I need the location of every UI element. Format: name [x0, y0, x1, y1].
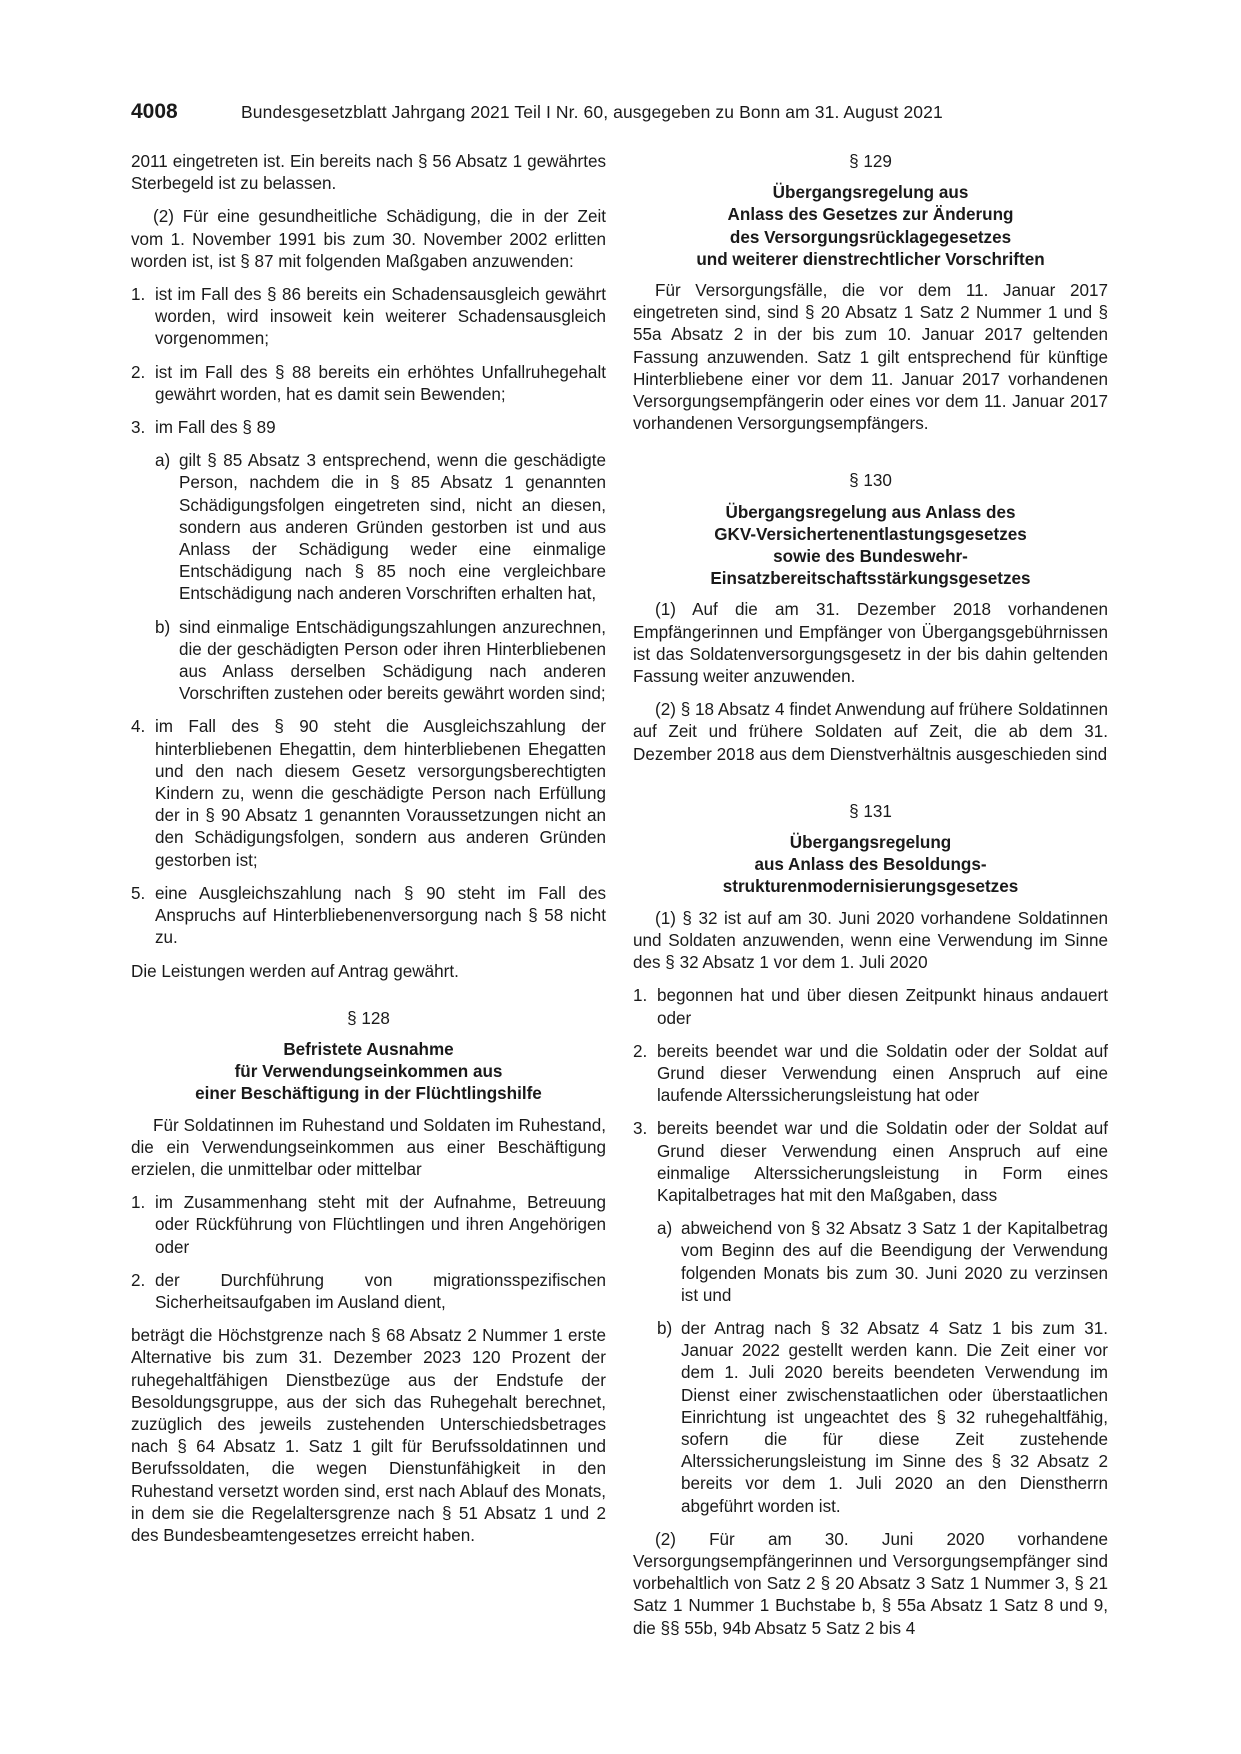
list-number: 5. [131, 883, 146, 903]
list-text: im Zusammenhang steht mit der Aufnahme, Betreuung oder Rückführung von Flüchtlingen und ihren Angehörigen oder [155, 1193, 606, 1257]
paragraph-abs2: (2) Für eine gesundheitliche Schädigung, die in der Zeit vom 1. November 1991 bis zum 30. November 2002 erlitten worden ist, ist § 87 mit folgenden Maßgaben anzuwenden: [131, 207, 606, 271]
title-line: GKV-Versichertenentlastungsgesetzes [714, 524, 1027, 544]
list-text: der Durchführung von migrationsspezifischen Sicherheitsaufgaben im Ausland dient, [155, 1270, 606, 1312]
list-item [155, 450, 606, 605]
list-text: bereits beendet war und die Soldatin oder der Soldat auf Grund dieser Verwendung einen Anspruch auf eine laufende Alterssicherungsleistung hat oder [657, 1041, 1108, 1106]
list-number: 1. [131, 1193, 146, 1213]
section-number-129: § 129 [849, 152, 892, 171]
list-text: der Antrag nach § 32 Absatz 4 Satz 1 bis zum 31. Januar 2022 gestellt werden kann. Die Zeit einer vor dem 1. Juli 2020 bereits beendeten Verwendung im Dienst einer zwischenstaatlichen oder überstaatlichen Einrichtung ist ungeachtet des § 32 ruhegehaltfähig, sofern die für diese Zeit zustehende Alterssicherungsleistung im Sinne des § 32 Absatz 2 bereits vor dem 1. Juli 2020 an den Dienstherrn abgeführt worden ist. [681, 1318, 1108, 1516]
list-number: 2. [131, 1270, 146, 1290]
section-title-131 [633, 832, 1108, 899]
list-item [657, 1218, 1108, 1307]
section-130-abs2: (2) § 18 Absatz 4 findet Anwendung auf frühere Soldatinnen auf Zeit und frühere Soldaten auf Zeit, die ab dem 31. Dezember 2018 aus dem Dienstverhältnis ausgeschieden sind [633, 700, 1108, 764]
title-line: Befristete Ausnahme [283, 1039, 454, 1059]
list-number: 1. [633, 986, 648, 1006]
list-text: abweichend von § 32 Absatz 3 Satz 1 der Kapitalbetrag vom Beginn des auf die Beendigung der Verwendung folgenden Monats bis zum 30. Juni 2020 zu verzinsen ist und [681, 1219, 1108, 1305]
list-letter: a) [155, 451, 171, 471]
title-line: und weiterer dienstrechtlicher Vorschriften [696, 249, 1045, 269]
page-number: 4008 [131, 100, 178, 123]
list-item [131, 883, 606, 950]
title-line: sowie des Bundeswehr- [773, 547, 968, 567]
list-number: 4. [131, 717, 146, 737]
list-text: sind einmalige Entschädigungszahlungen anzurechnen, die der geschädigten Person oder ihren Hinterbliebenen aus Anlass derselben Schädigung nach anderen Vorschriften zustehen oder bereits gewährt worden sind; [179, 617, 606, 704]
list-item [633, 985, 1108, 1029]
numbered-list [633, 985, 1108, 1517]
page-header [131, 100, 1111, 124]
list-text: im Fall des § 90 steht die Ausgleichszahlung der hinterbliebenen Ehegattin, dem hinterbliebenen Ehegatten und den nach diesem Gesetz versorgungsberechtigten Kindern zu, wenn die geschädigte Person nach Erfüllung der in § 90 Absatz 1 genannten Voraussetzungen nicht an den Schädigungsfolgen, sondern aus anderen Gründen gestorben ist; [155, 717, 606, 870]
list-item [131, 716, 606, 871]
section-number-131: § 131 [849, 801, 892, 821]
running-title: Bundesgesetzblatt Jahrgang 2021 Teil I Nr. 60, ausgegeben zu Bonn am 31. August 2021 [241, 102, 943, 122]
sub-list [657, 1218, 1108, 1518]
list-text: ist im Fall des § 88 bereits ein erhöhtes Unfallruhegehalt gewährt worden, hat es damit sein Bewenden; [155, 362, 606, 404]
title-line: Übergangsregelung [789, 833, 952, 853]
title-line: des Versorgungsrücklagegesetzes [729, 227, 1012, 247]
section-128-body: beträgt die Höchstgrenze nach § 68 Absatz 2 Nummer 1 erste Alternative bis zum 31. Dezember 2023 120 Prozent der ruhegehaltfähigen Dienstbezüge aus der Endstufe der Besoldungsgruppe, aus der sich das Ruhegehalt berechnet, zuzüglich des jeweils zustehenden Unterschiedsbetrages nach § 64 Absatz 1. Satz 1 gilt für Berufssoldatinnen und Berufssoldaten, die wegen Dienstunfähigkeit in den Ruhestand versetzt worden sind, erst nach Ablauf des Monats, in dem sie die Regelaltersgrenze nach § 51 Absatz 1 und 2 des Bundesbeamtengesetzes erreicht haben. [131, 1326, 606, 1545]
list-item [633, 1118, 1108, 1207]
section-131-abs2: (2) Für am 30. Juni 2020 vorhandene Versorgungsempfängerinnen und Versorgungsempfänger sind vorbehaltlich von Satz 2 § 20 Absatz 3 Satz 1 Nummer 3, § 21 Satz 1 Nummer 1 Buchstabe b, § 55a Absatz 1 Satz 8 und 9, die §§ 55b, 94b Absatz 5 Satz 2 bis 4 [633, 1529, 1108, 1638]
list-letter: b) [657, 1318, 673, 1338]
list-text: im Fall des § 89 [155, 418, 276, 438]
list-text: eine Ausgleichszahlung nach § 90 steht im Fall des Anspruchs auf Hinterbliebenenversorgung nach § 58 nicht zu. [155, 883, 606, 948]
list-number: 2. [131, 362, 146, 382]
section-129-body: Für Versorgungsfälle, die vor dem 11. Januar 2017 eingetreten sind, sind § 20 Absatz 1 Satz 2 Nummer 1 und § 55a Absatz 2 in der bis zum 10. Januar 2017 geltenden Fassung anzuwenden. Satz 1 gilt entsprechend für künftige Hinterbliebene einer vor dem 11. Januar 2017 vorhandenen Versorgungsempfängerin oder eines vor dem 11. Januar 2017 vorhandenen Versorgungsempfängers. [633, 281, 1108, 434]
list-item [131, 284, 606, 351]
list-item [155, 617, 606, 706]
list-item [633, 1041, 1108, 1108]
closing-sentence: Die Leistungen werden auf Antrag gewährt. [131, 961, 459, 981]
list-item [131, 417, 606, 439]
title-line: einer Beschäftigung in der Flüchtlingshilfe [195, 1084, 542, 1104]
title-line: Einsatzbereitschaftsstärkungsgesetzes [710, 569, 1031, 589]
title-line: strukturenmodernisierungsgesetzes [722, 877, 1019, 897]
title-line: für Verwendungseinkommen aus [234, 1062, 503, 1082]
list-item [131, 362, 606, 406]
numbered-list [131, 284, 606, 949]
sub-list [155, 450, 606, 705]
list-number: 3. [131, 418, 146, 438]
section-131-abs1: (1) § 32 ist auf am 30. Juni 2020 vorhandene Soldatinnen und Soldaten anzuwenden, wenn eine Verwendung im Sinne des § 32 Absatz 1 vor dem 1. Juli 2020 [633, 908, 1108, 973]
section-130-abs1: (1) Auf die am 31. Dezember 2018 vorhandenen Empfängerinnen und Empfänger von Übergangsgebührnissen ist das Soldatenversorgungsgesetz in der bis dahin geltenden Fassung weiter anzuwenden. [633, 600, 1108, 687]
section-128-intro: Für Soldatinnen im Ruhestand und Soldaten im Ruhestand, die ein Verwendungseinkommen aus einer Beschäftigung erzielen, die unmittelbar oder mittelbar [131, 1115, 606, 1179]
title-line: Übergangsregelung aus [772, 183, 969, 203]
section-title-128 [131, 1039, 606, 1106]
intro-paragraph: 2011 eingetreten ist. Ein bereits nach § 56 Absatz 1 gewährtes Sterbegeld ist zu belassen. [131, 152, 606, 194]
list-item [131, 1192, 606, 1259]
right-column [633, 151, 1108, 1651]
section-number-128: § 128 [347, 1008, 390, 1028]
section-number-130: § 130 [849, 471, 892, 491]
list-number: 2. [633, 1041, 648, 1061]
title-line: aus Anlass des Besoldungs- [754, 855, 987, 875]
list-number: 1. [131, 285, 146, 305]
list-letter: b) [155, 617, 171, 637]
list-text: bereits beendet war und die Soldatin oder der Soldat auf Grund dieser Verwendung einen Anspruch auf eine einmalige Alterssicherungsleistung in Form eines Kapitalbetrages hat mit den Maßgaben, dass [657, 1119, 1108, 1205]
list-item [657, 1318, 1108, 1518]
list-item [131, 1270, 606, 1314]
list-text: gilt § 85 Absatz 3 entsprechend, wenn die geschädigte Person, nachdem die in § 85 Absatz 1 genannten Schädigungsfolgen eingetreten sind, nicht an diesen, sondern aus anderen Gründen gestorben ist und aus Anlass der Schädigung weder eine einmalige Entschädigung nach § 85 noch eine vergleichbare Entschädigung nach anderen Vorschriften erhalten hat, [179, 451, 606, 604]
list-text: begonnen hat und über diesen Zeitpunkt hinaus andauert oder [657, 986, 1108, 1028]
title-line: Übergangsregelung aus Anlass des [725, 502, 1016, 522]
section-title-129 [633, 182, 1108, 271]
list-number: 3. [633, 1119, 648, 1139]
title-line: Anlass des Gesetzes zur Änderung [727, 205, 1014, 225]
list-text: ist im Fall des § 86 bereits ein Schadensausgleich gewährt worden, wird insoweit kein weiterer Schadensausgleich vorgenommen; [155, 285, 606, 349]
list-letter: a) [657, 1219, 673, 1239]
left-column [131, 151, 606, 1558]
section-title-130 [633, 502, 1108, 591]
numbered-list [131, 1192, 606, 1314]
